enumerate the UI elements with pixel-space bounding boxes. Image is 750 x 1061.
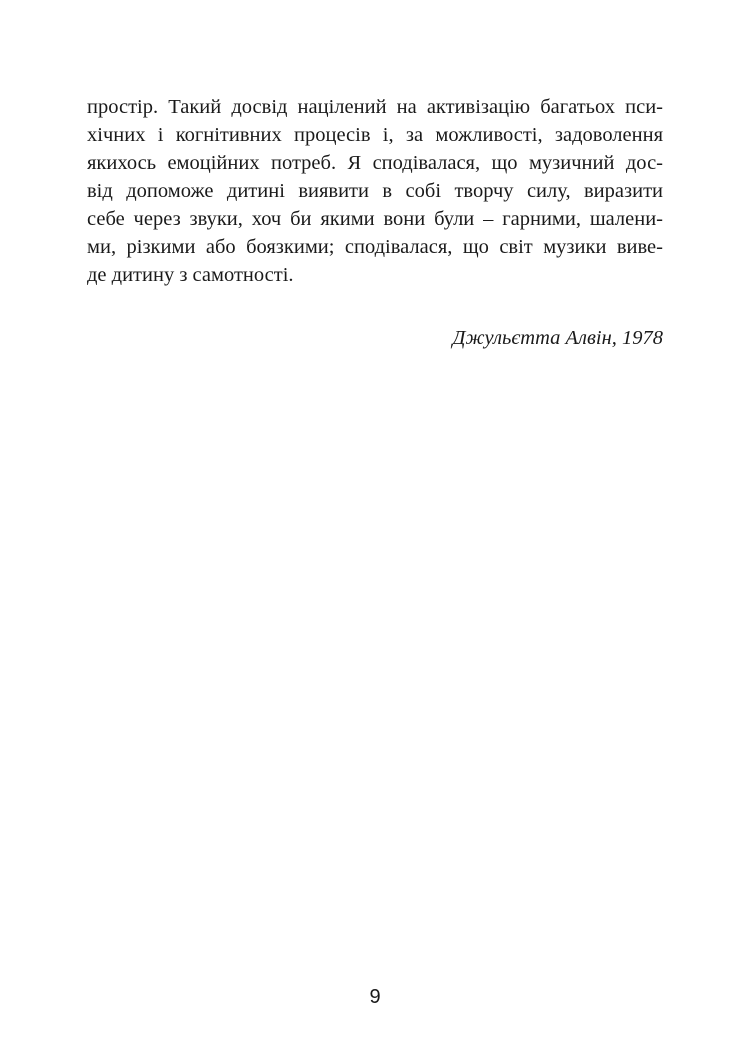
paragraph-line: від допоможе дитині виявити в собі творчу силу, виразити — [87, 180, 663, 202]
quote-attribution: Джульєтта Алвін, 1978 — [452, 327, 663, 349]
paragraph-line: ми, різкими або боязкими; сподівалася, що світ музики виве- — [87, 236, 663, 258]
paragraph-line: простір. Такий досвід націлений на активізацію багатьох пси- — [87, 96, 663, 118]
page-number: 9 — [369, 986, 381, 1008]
paragraph-line: себе через звуки, хоч би якими вони були – гарними, шалени- — [87, 208, 663, 230]
paragraph-line: якихось емоційних потреб. Я сподівалася, що музичний дос- — [87, 152, 663, 174]
quote-paragraph — [87, 93, 663, 289]
paragraph-line: хічних і когнітивних процесів і, за можливості, задоволення — [87, 124, 663, 146]
paragraph-line: де дитину з самотності. — [87, 264, 294, 286]
